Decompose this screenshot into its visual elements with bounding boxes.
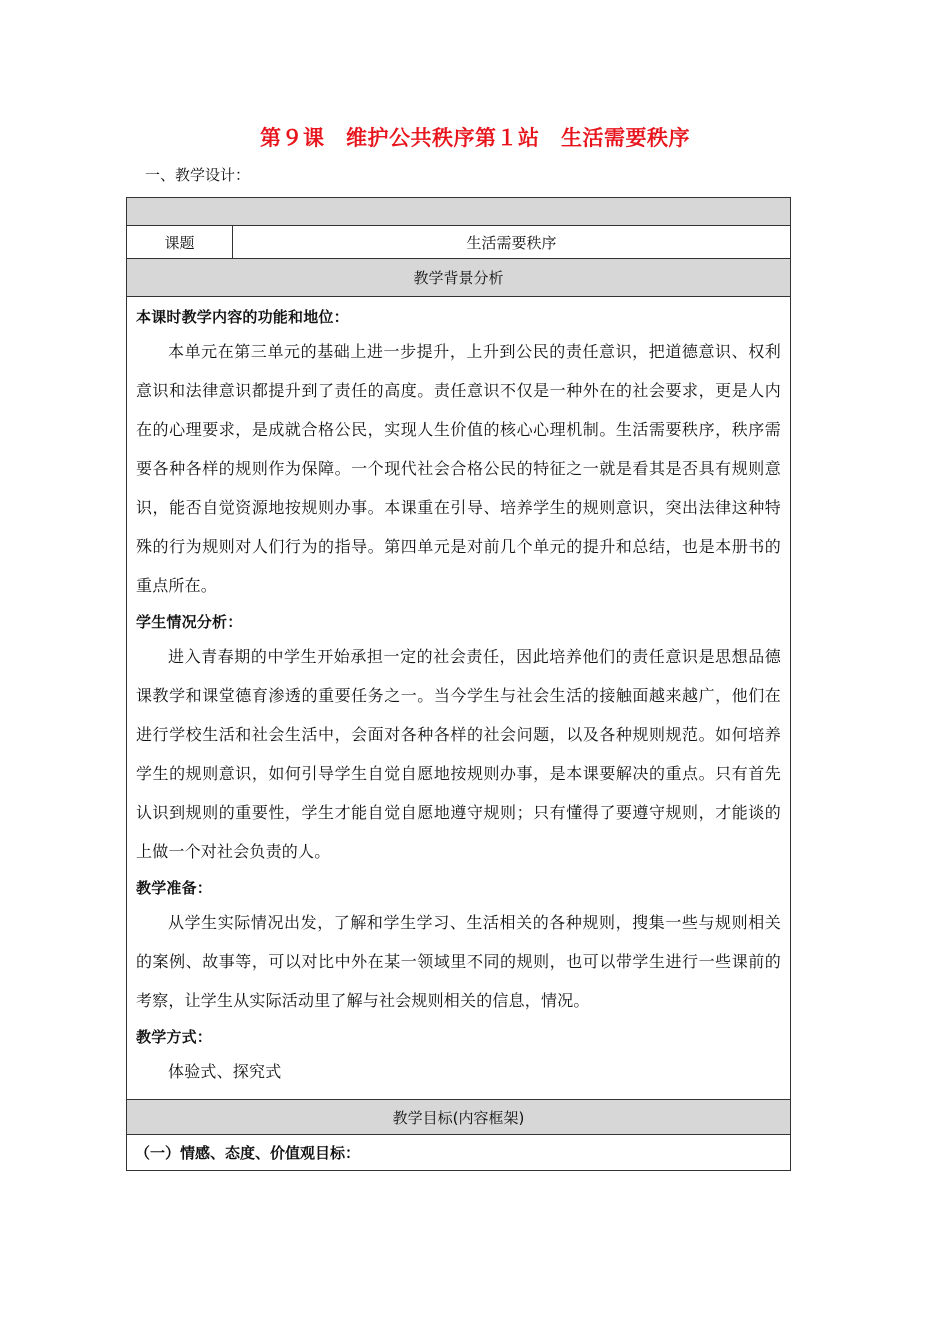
lesson-design-table — [126, 197, 791, 1171]
header-cell — [127, 198, 791, 226]
table-header-row — [127, 198, 791, 226]
background-header-row — [127, 259, 791, 297]
section-heading: 学生情况分析： — [136, 613, 243, 631]
goal-row — [127, 1135, 791, 1171]
goal-first: （一）情感、态度、价值观目标： — [127, 1135, 791, 1171]
goals-header: 教学目标(内容框架) — [127, 1100, 791, 1135]
goals-header-row — [127, 1100, 791, 1135]
document-title: 第９课 维护公共秩序第１站 生活需要秩序 — [260, 125, 690, 150]
section-heading: 教学方式： — [136, 1028, 213, 1046]
section-heading: 本课时教学内容的功能和地位： — [136, 308, 349, 326]
section-paragraph: 进入青春期的中学生开始承担一定的社会责任，因此培养他们的责任意识是思想品德课教学和课堂德育渗透的重要任务之一。当今学生与社会生活的接触面越来越广，他们在进行学校生活和社会生活中，会面对各种各样的社会问题，以及各种规则规范。如何培养学生的规则意识，如何引导学生自觉自愿地按规则办事，是本课要解决的重点。只有首先认识到规则的重要性，学生才能自觉自愿地遵守规则；只有懂得了要遵守规则，才能谈的上做一个对社会负责的人。 — [136, 647, 781, 861]
topic-row — [127, 226, 791, 259]
background-header: 教学背景分析 — [127, 259, 791, 297]
section-heading: 教学准备： — [136, 879, 213, 897]
topic-label: 课题 — [127, 226, 233, 259]
section-label: 一、教学设计： — [145, 166, 251, 184]
section-paragraph: 体验式、探究式 — [168, 1062, 282, 1081]
content-row — [127, 297, 791, 1100]
content-cell — [127, 297, 791, 1100]
topic-value: 生活需要秩序 — [233, 226, 791, 259]
section-paragraph: 本单元在第三单元的基础上进一步提升，上升到公民的责任意识，把道德意识、权利意识和法律意识都提升到了责任的高度。责任意识不仅是一种外在的社会要求，更是人内在的心理要求，是成就合格公民，实现人生价值的核心心理机制。生活需要秩序，秩序需要各种各样的规则作为保障。一个现代社会合格公民的特征之一就是看其是否具有规则意识，能否自觉资源地按规则办事。本课重在引导、培养学生的规则意识，突出法律这种特殊的行为规则对人们行为的指导。第四单元是对前几个单元的提升和总结，也是本册书的重点所在。 — [136, 342, 781, 595]
section-paragraph: 从学生实际情况出发，了解和学生学习、生活相关的各种规则，搜集一些与规则相关的案例、故事等，可以对比中外在某一领域里不同的规则，也可以带学生进行一些课前的考察，让学生从实际活动里了解与社会规则相关的信息，情况。 — [136, 913, 781, 1010]
